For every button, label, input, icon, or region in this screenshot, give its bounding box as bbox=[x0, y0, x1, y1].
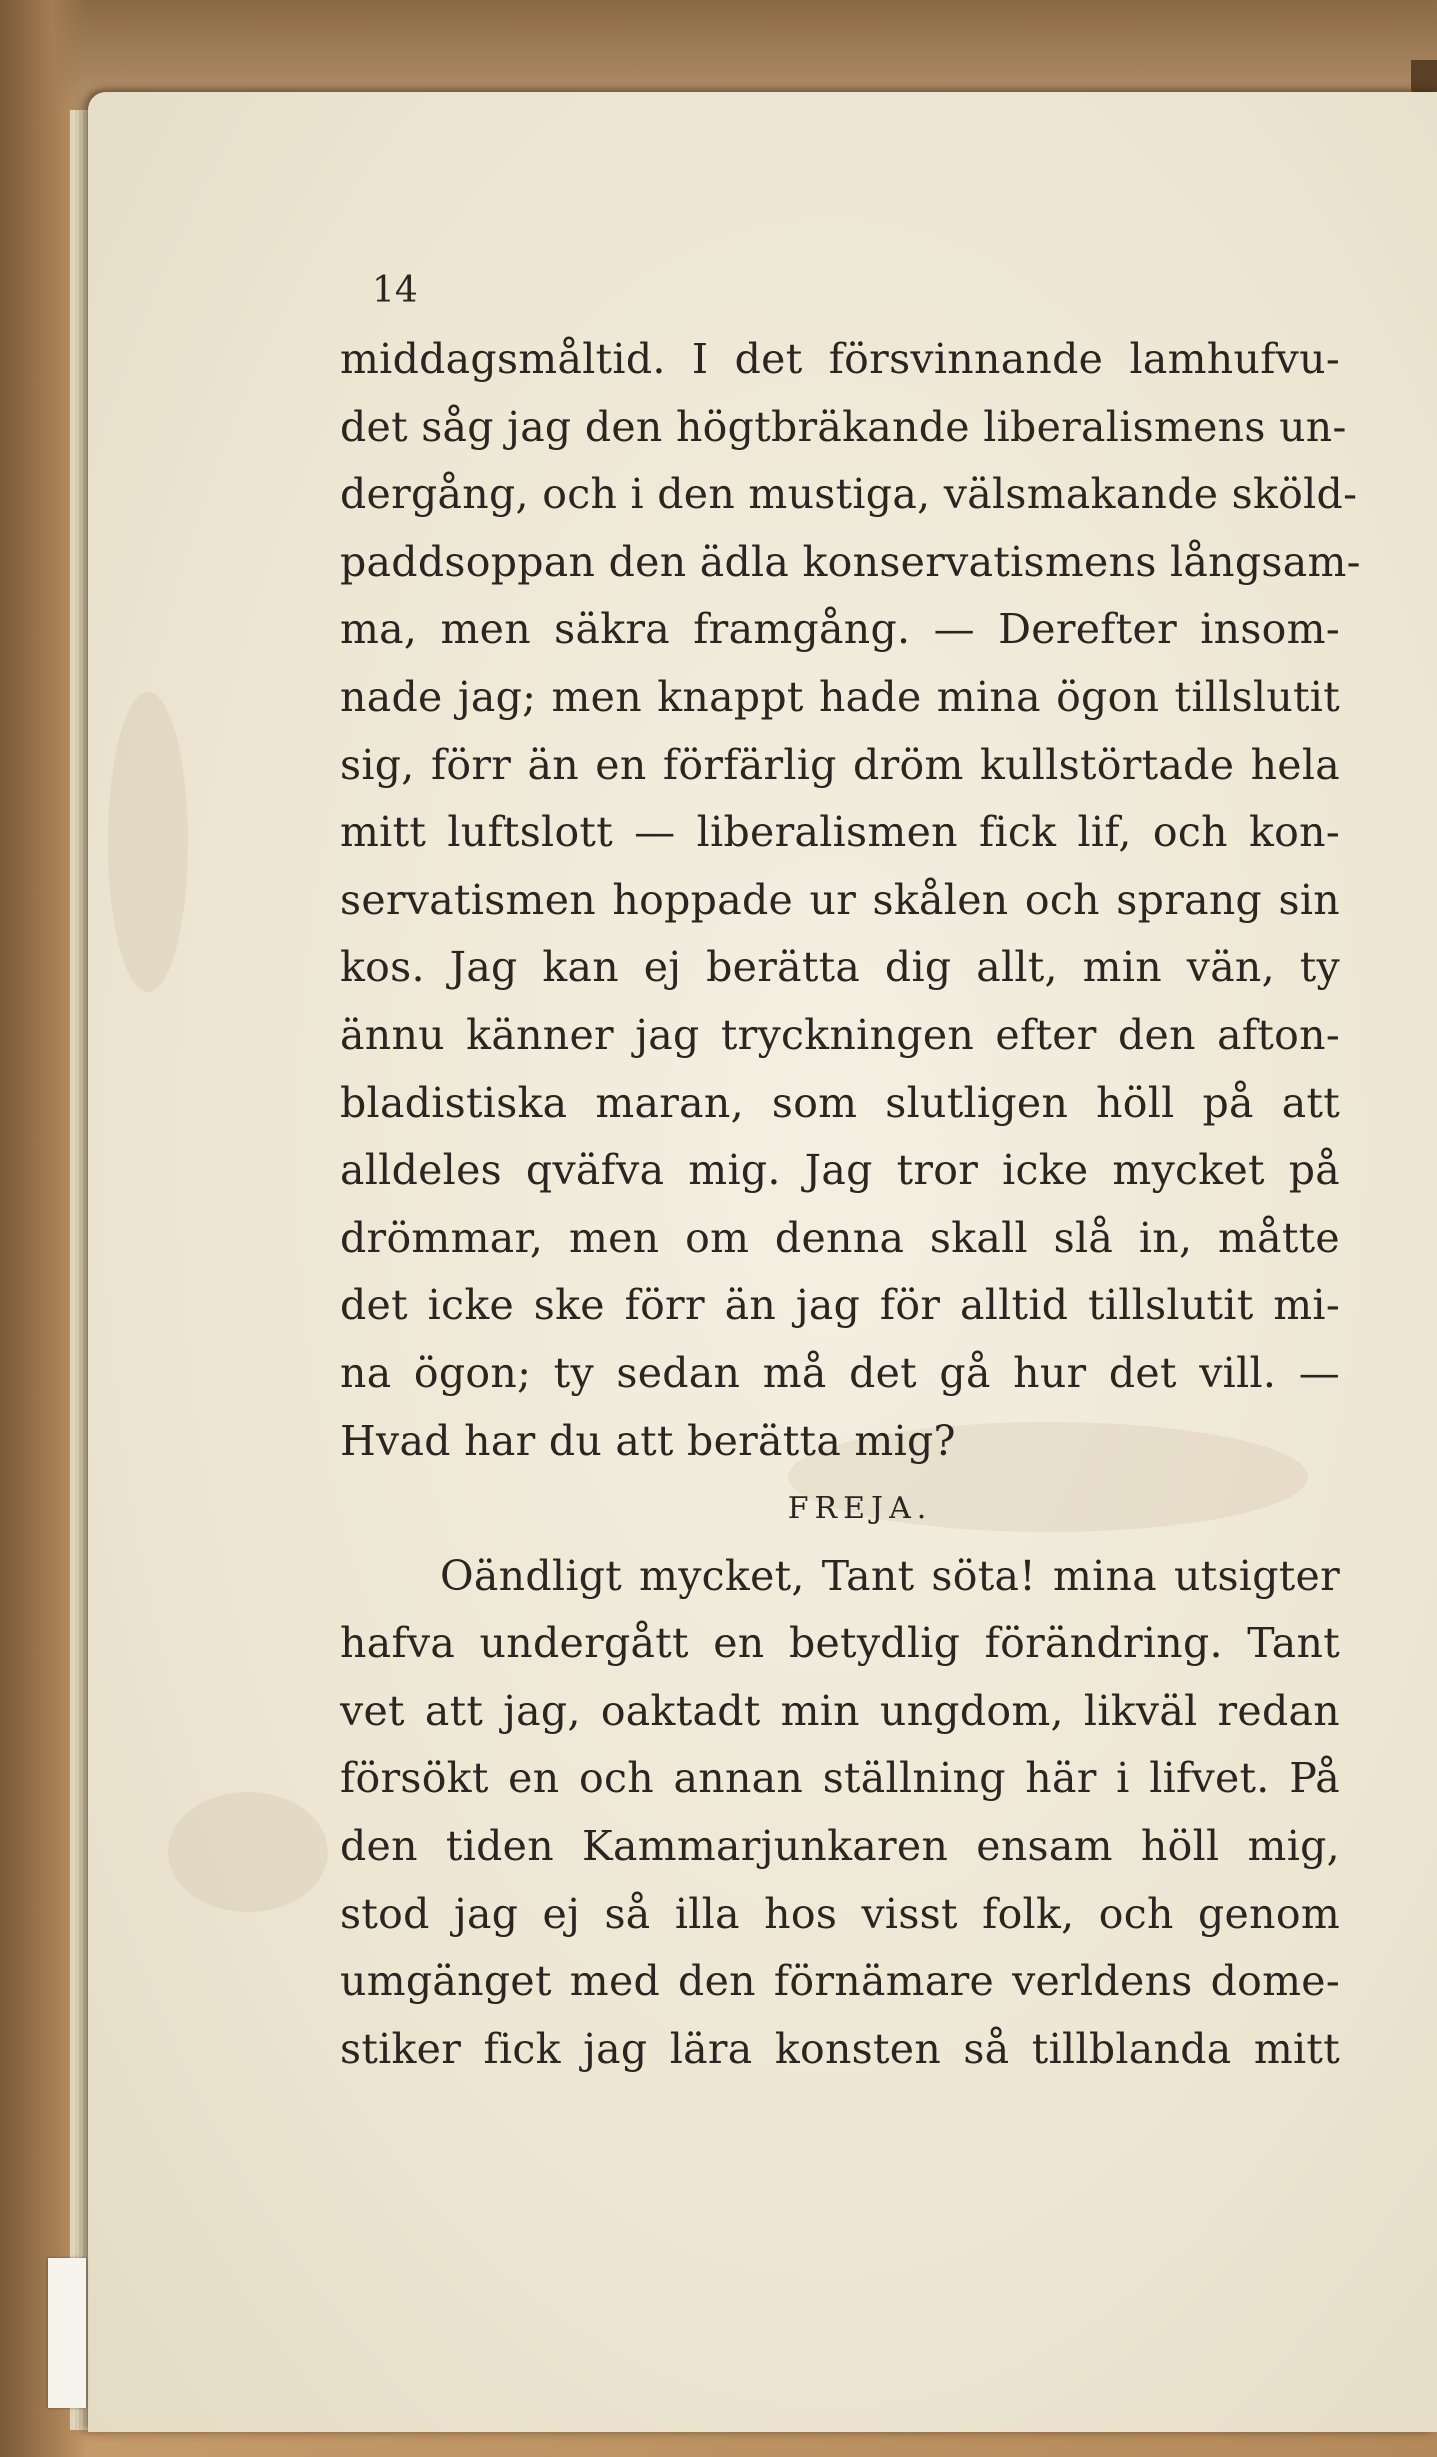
text-line: sig, förr än en förfärlig dröm kullstörtade hela bbox=[340, 740, 1340, 789]
text-line: drömmar, men om denna skall slå in, måtte bbox=[340, 1213, 1340, 1262]
text-line: det såg jag den högtbräkande liberalismens un- bbox=[340, 402, 1347, 451]
speaker-heading: FREJA. bbox=[787, 1491, 933, 1527]
text-line: den tiden Kammarjunkaren ensam höll mig, bbox=[340, 1822, 1340, 1871]
text-line: hafva undergått en betydlig förändring. Tant bbox=[340, 1619, 1340, 1668]
body-text bbox=[340, 326, 1361, 2083]
page-stack-edge bbox=[70, 110, 88, 2430]
text-line: dergång, och i den mustiga, välsmakande sköld- bbox=[340, 470, 1358, 519]
paper-stain bbox=[168, 1792, 328, 1912]
text-line: nade jag; men knappt hade mina ögon tillslutit bbox=[340, 672, 1340, 721]
text-line: Hvad har du att berätta mig? bbox=[340, 1416, 956, 1465]
text-line: försökt en och annan ställning här i lifvet. På bbox=[340, 1754, 1340, 1803]
page-number: 14 bbox=[372, 270, 418, 311]
text-line: stod jag ej så illa hos visst folk, och genom bbox=[340, 1889, 1340, 1938]
text-line: middagsmåltid. I det försvinnande lamhufvu- bbox=[340, 335, 1340, 383]
text-line: vet att jag, oaktadt min ungdom, likväl redan bbox=[340, 1686, 1340, 1735]
text-line: Oändligt mycket, Tant söta! mina utsigter bbox=[440, 1551, 1340, 1600]
text-line: servatismen hoppade ur skålen och sprang sin bbox=[340, 875, 1340, 924]
paper-stain bbox=[108, 692, 188, 992]
text-line: bladistiska maran, som slutligen höll på att bbox=[340, 1078, 1340, 1127]
text-line: ma, men säkra framgång. — Derefter insom- bbox=[340, 605, 1340, 654]
text-line: na ögon; ty sedan må det gå hur det vill. — bbox=[340, 1348, 1340, 1397]
text-line: paddsoppan den ädla konservatismens långsam- bbox=[340, 537, 1361, 586]
text-line: ännu känner jag tryckningen efter den afton- bbox=[340, 1010, 1340, 1059]
text-line: mitt luftslott — liberalismen fick lif, och kon- bbox=[340, 808, 1340, 857]
scan-clip-marker bbox=[48, 2258, 86, 2408]
text-line: umgänget med den förnämare verldens dome- bbox=[340, 1957, 1340, 2006]
text-line: alldeles qväfva mig. Jag tror icke mycket på bbox=[340, 1146, 1340, 1195]
text-line: kos. Jag kan ej berätta dig allt, min vän, ty bbox=[340, 943, 1340, 992]
text-line: stiker fick jag lära konsten så tillblanda mitt bbox=[340, 2024, 1340, 2073]
text-line: det icke ske förr än jag för alltid tillslutit mi- bbox=[340, 1281, 1340, 1330]
